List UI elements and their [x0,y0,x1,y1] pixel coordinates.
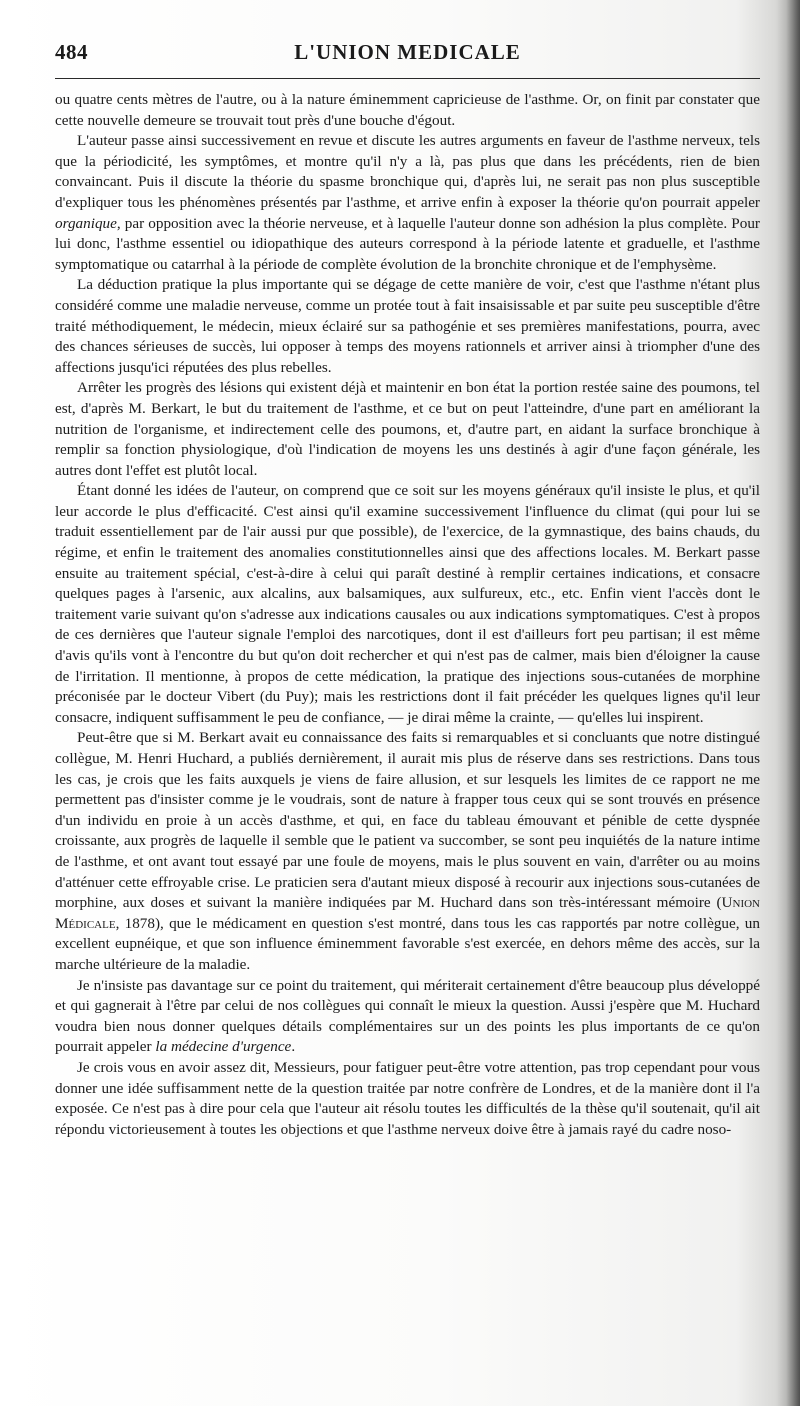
paragraph-7: Je n'insiste pas davantage sur ce point du traitement, qui mériterait certainement d'être beaucoup plus développé et qui gagnerait à l'être par celui de nos collègues qui connaît le mieux la question. Aussi j'espère que M. Huchard voudra bien nous donner quelques détails complémentaires sur un des points les plus importants de ce qu'on pourrait appeler la médecine d'urgence. [55,976,760,1056]
paragraph-3: La déduction pratique la plus importante qui se dégage de cette manière de voir, c'est que l'asthme n'étant plus considéré comme une maladie nerveuse, comme un protée tout à fait insaisissable et par suite peu susceptible d'être traité méthodiquement, le médecin, mieux éclairé sur sa pathogénie et ses premières manifestations, pourra, avec des chances sérieuses de succès, lui opposer à temps des moyens rationnels et arriver ainsi à triompher d'une des affections jusqu'ici réputées des plus rebelles. [55,276,760,376]
page-edge-shadow [786,0,800,1406]
italic-term-medecine-urgence: la médecine d'urgence [155,1038,292,1056]
page-number: 484 [55,40,88,64]
page-header [55,40,760,72]
paragraph-1: ou quatre cents mètres de l'autre, ou à la nature éminemment capricieuse de l'asthme. Or, on finit par constater que cette nouvelle demeure se trouvait tout près d'une bouche d'égout. [55,91,760,129]
paragraph-8: Je crois vous en avoir assez dit, Messieurs, pour fatiguer peut-être votre attention, pas trop cependant pour vous donner une idée suffisamment nette de la question traitée par notre confrère de Londres, et de la manière dont il l'a exposée. Ce n'est pas à dire pour cela que l'auteur ait résolu toutes les difficultés de la thèse qu'il soutenait, qu'il ait répondu victorieusement à toutes les objections et que l'asthme nerveux doive être à jamais rayé du cadre noso- [55,1058,760,1138]
paragraph-6: Peut-être que si M. Berkart avait eu connaissance des faits si remarquables et si concluants que notre distingué collègue, M. Henri Huchard, a publiés dernièrement, il aurait mis plus de réserve dans ses restrictions. Dans tous les cas, je crois que les faits auxquels je viens de faire allusion, et sur lesquels les limites de ce rapport ne me permettent pas d'insister comme je le voudrais, sont de nature à frapper tous ceux qui se sont trouvés en présence d'un individu en proie à un accès d'asthme, et qui, en face du tableau émouvant et pénible de cette dyspnée croissante, aux progrès de laquelle il semble que le patient va succomber, se sont peu inquiétés de la nature intime de l'asthme, et ont avant tout essayé par une foule de moyens, mais le plus souvent en vain, d'arrêter ou au moins d'atténuer cette effroyable crise. Le praticien sera d'autant mieux disposé à recourir aux injections sous-cutanées de morphine, aux doses et suivant la manière indiquées par M. Huchard dans son très-intéressant mémoire (Union Médicale, 1878), que le médicament en question s'est montré, dans tous les cas rapportés par notre collègue, un excellent eupnéique, et que son influence éminemment favorable s'est exercée, en dehors même des accès, sur la marche ultérieure de la maladie. [55,729,760,973]
paragraph-2: L'auteur passe ainsi successivement en revue et discute les autres arguments en faveur de l'asthme nerveux, tels que la périodicité, les symptômes, et montre qu'il n'y a là, pas plus que dans les précédents, rien de bien convaincant. Puis il discute la théorie du spasme bronchique qui, d'après lui, ne serait pas non plus susceptible d'expliquer tous les phénomènes présentés par l'asthme, et arrive enfin à exposer la théorie qu'on pourrait appeler organique, par opposition avec la théorie nerveuse, et à laquelle l'auteur donne son adhésion la plus complète. Pour lui donc, l'asthme essentiel ou idiopathique des auteurs correspond à la période latente et graduelle, et l'asthme symptomatique ou catarrhal à la période de complète évolution de la bronchite chronique et de l'emphysème. [55,132,760,273]
paragraph-4: Arrêter les progrès des lésions qui existent déjà et maintenir en bon état la portion restée saine des poumons, tel est, d'après M. Berkart, le but du traitement de l'asthme, et ce but on peut l'atteindre, d'une part en améliorant la nutrition de l'organisme, et indirectement celle des poumons, et, d'autre part, en aidant la surface bronchique à remplir sa fonction physiologique, d'où l'indication de moyens les uns destinés à agir d'une façon générale, les autres dont l'effet est plutôt local. [55,379,760,479]
italic-term-organique: organique [55,214,117,232]
running-head: L'UNION MEDICALE [294,40,521,64]
paragraph-5: Étant donné les idées de l'auteur, on comprend que ce soit sur les moyens généraux qu'il insiste le plus, et qu'il leur accorde le plus d'efficacité. C'est ainsi qu'il examine successivement l'influence du climat (qui pour lui se traduit essentiellement par de l'air aussi pur que possible), de l'exercice, de la gymnastique, des bains chauds, du régime, et enfin le traitement des anomalies constitutionnelles ainsi que des affections locales. M. Berkart passe ensuite au traitement spécial, c'est-à-dire à celui qui paraît destiné à remplir certaines indications, et consacre quelques pages à l'arsenic, aux alcalins, aux balsamiques, aux sulfureux, etc., etc. Enfin vient l'accès dont le traitement varie suivant qu'on s'adresse aux indications causales ou aux indications symptomatiques. C'est à propos de ces dernières que l'auteur signale l'emploi des narcotiques, dont il est d'ailleurs fort peu partisan; il est même d'avis qu'ils vont à l'encontre du but qu'on doit rechercher et qui n'est pas de calmer, mais bien d'éloigner la cause de l'irritation. Il mentionne, à propos de cette médication, la pratique des injections sous-cutanées de morphine préconisée par le docteur Vibert (du Puy); mais les restrictions dont il fait précéder les quelques lignes qu'il leur consacre, indiquent suffisamment le peu de confiance, — je dirai même la crainte, — qu'elles lui inspirent. [55,482,760,726]
article-body [55,90,760,1140]
header-rule [55,78,760,79]
journal-citation: Union Médicale [55,894,760,932]
